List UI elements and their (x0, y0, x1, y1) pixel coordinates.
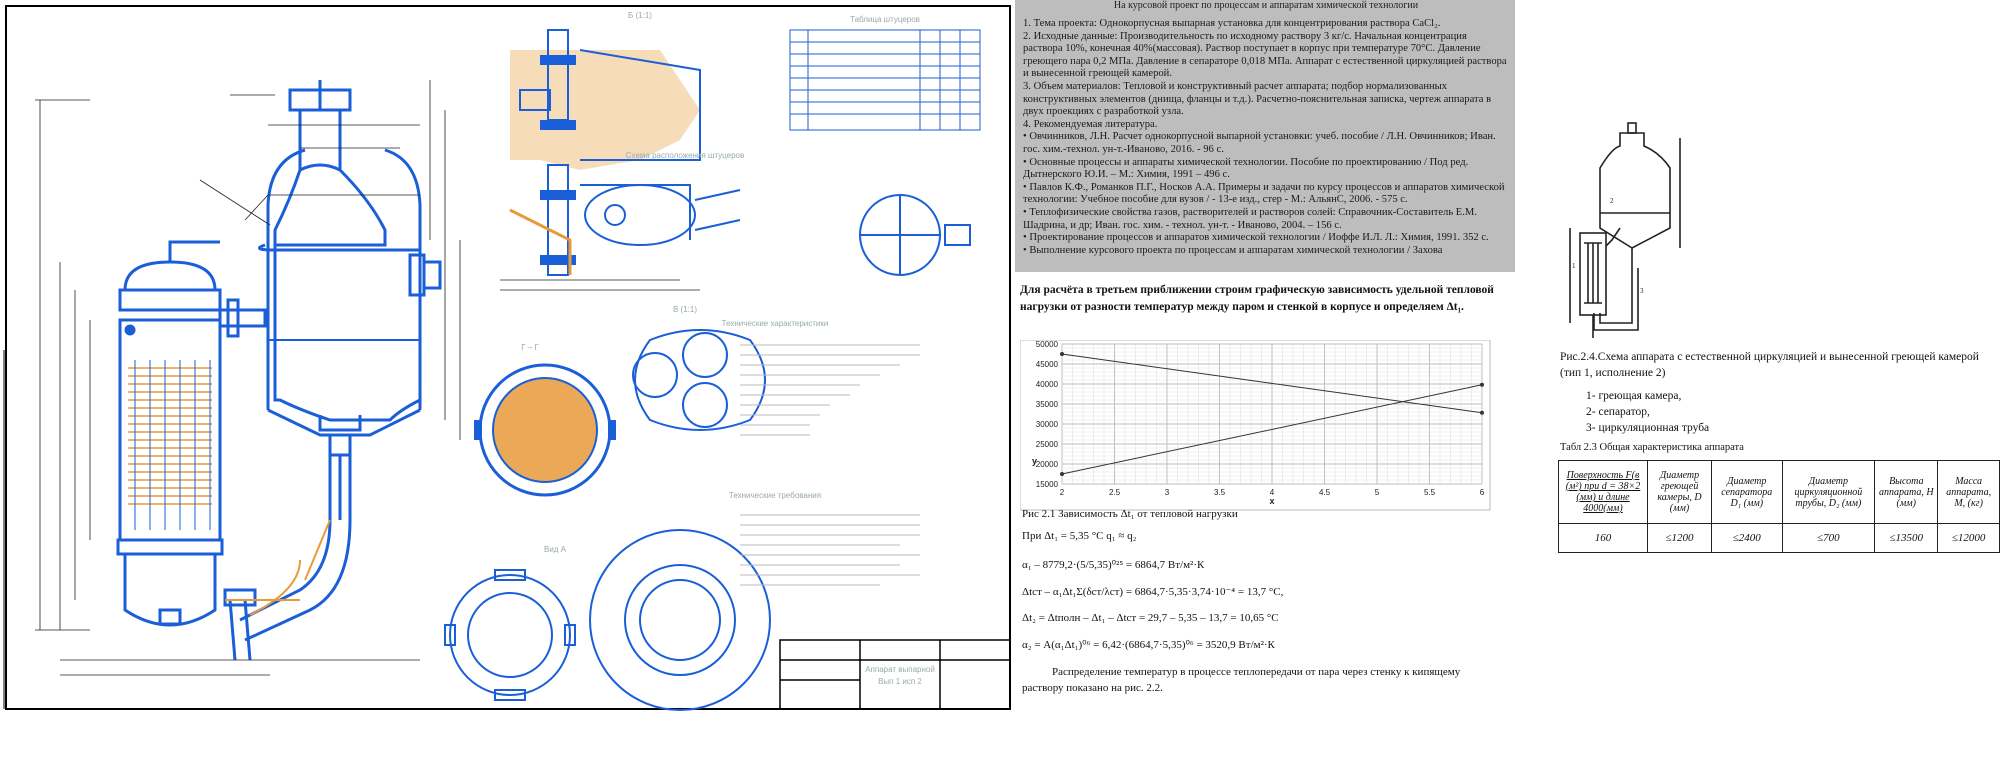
view-b-label: Б (1:1) (628, 11, 652, 20)
chart-x-tick-label: 2 (1059, 488, 1065, 497)
heating-chamber (118, 242, 222, 625)
doc-paragraph: • Овчинников, Л.Н. Расчет однокорпусной выпарной установки: учеб. пособие / Л.Н. Овчинников; Иван. гос. хим.-технол. ун-т.-Иваново, 2016. - 96 с. (1023, 131, 1496, 155)
nozzle-table-title: Таблица штуцеров (850, 15, 920, 24)
formula-line: При Δt₁ = 5,35 °С q₁ ≈ q₂ (1022, 530, 1137, 542)
table-cell: ≤13500 (1875, 524, 1938, 553)
chart-y-tick-label: 25000 (1035, 440, 1058, 449)
separator-vessel (259, 80, 420, 430)
sheet-frame (6, 6, 1010, 709)
svg-text:2: 2 (1610, 197, 1614, 205)
chart-y-tick-label: 20000 (1035, 460, 1058, 469)
title-block (780, 640, 1010, 709)
table-cell: 160 (1559, 524, 1648, 553)
chart-x-tick-label: 4 (1269, 488, 1275, 497)
svg-text:3: 3 (1640, 287, 1644, 295)
section-g (474, 365, 616, 495)
doc-paragraph: 4. Рекомендуемая литература. (1023, 118, 1158, 130)
doc-paragraph: • Основные процессы и аппараты химической технологии. Пособие по проектированию / Под ред. Дытнерского Ю.И. – М.: Химия, 1991 – 496 с. (1023, 156, 1469, 181)
chart-y-tick-label: 50000 (1035, 340, 1058, 349)
view-g-label: Г – Г (521, 343, 539, 352)
nozzle-layout-label: Схема расположения штуцеров (625, 151, 745, 160)
legend-item: 3- циркуляционная труба (1586, 422, 1710, 434)
apparatus-spec-table (1558, 460, 2000, 553)
assignment-document (1015, 0, 1515, 272)
nozzle-layout (585, 185, 970, 275)
schematic-svg (1560, 118, 1700, 350)
formula-line: Δtст – α₁Δt₁Σ(δст/λст) = 6864,7·5,35·3,74·10⁻⁴ = 13,7 °С, (1022, 586, 1284, 598)
chart-data-point (1060, 472, 1064, 476)
chart-y-tick-label: 35000 (1035, 400, 1058, 409)
detail-b (500, 30, 700, 290)
chart-y-axis-label: y (1032, 456, 1038, 466)
doc-paragraph: 3. Объем материалов: Тепловой и конструктивный расчет аппарата; подбор нормализованных конструктивных элементов (днища, фланцы и т.д.). Расчетно-пояснительная записка, чертеж аппарата в двух проекциях с разработкой узла. (1023, 80, 1492, 118)
doc-paragraph: • Выполнение курсового проекта по процессам и аппаратам химической технологии / Захова (1023, 244, 1443, 256)
doc-paragraph: 1. Тема проекта: Однокорпусная выпарная установка для концентрирования раствора CaCl₂. (1023, 18, 1441, 29)
chart-x-tick-label: 5.5 (1423, 488, 1436, 497)
tech-req2-title: Технические требования (728, 491, 822, 500)
chart-svg (1020, 340, 1510, 760)
doc-paragraph: • Теплофизические свойства газов, растворителей и растворов солей: Справочник-Составитель Е.М. Шадрина, и др; Иван. гос. хим. - технол. ун-т. - Иваново, 2004. – 156 с. (1023, 206, 1477, 231)
table-row (1559, 524, 2000, 553)
table-header-cell: Высота аппарата, H (мм) (1875, 461, 1938, 524)
table-cell: ≤2400 (1712, 524, 1783, 553)
circulation-pipe (225, 455, 350, 660)
chart-data-point (1480, 411, 1484, 415)
figure-caption: Рис.2.4.Схема аппарата с естественной циркуляцией и вынесенной греющей камерой (тип 1, исполнение 2) (1560, 351, 1979, 379)
chart-data-point (1060, 352, 1064, 356)
legend-item: 2- сепаратор, (1586, 406, 1650, 418)
chart-y-tick-label: 15000 (1035, 480, 1058, 489)
chart-x-tick-label: 6 (1479, 488, 1485, 497)
stamp-title: Аппарат выпарной (865, 665, 935, 674)
intro-text: Для расчёта в третьем приближении строим графическую зависимость удельной тепловой нагрузки от разности температур между паром и стенкой в корпусе и определяем Δt₁. (1020, 284, 1494, 313)
chart-container (1020, 340, 1510, 760)
tech-req-title: Технические характеристики (721, 319, 829, 328)
nozzle-table (790, 30, 980, 130)
svg-text:1: 1 (1572, 262, 1576, 270)
doc-paragraph: • Павлов К.Ф., Романков П.Г., Носков А.А. Примеры и задачи по курсу процессов и аппаратов химической технологии: Учебное пособие для вузов / - 13-е изд., стер - М.: АльянС, 2006. - 575 с. (1023, 181, 1505, 206)
formula-line: α₁ – 8779,2·(5/5,35)⁰²⁵ = 6864,7 Вт/м²·К (1022, 559, 1205, 571)
table-header-row (1559, 461, 2000, 524)
doc-paragraph: 2. Исходные данные: Производительность по исходному раствору 3 кг/с. Начальная концентрация раствора 10%, конечная 40%(массовая). Раствор поступает в корпус при температуре 70°С. Давление греющего пара 0,2 МПа. Давление в сепараторе 0,018 МПа. Аппарат с естественной циркуляцией раствора и вынесенной греющей камерой. (1023, 30, 1507, 80)
tube-bundle (128, 368, 212, 504)
closing-text: Распределение температур в процессе теплопередачи от пара через стенку к кипящему раствору показано на рис. 2.2. (1022, 666, 1461, 694)
chart-y-tick-label: 40000 (1035, 380, 1058, 389)
chart-x-axis-label: x (1269, 496, 1275, 506)
doc-body (1023, 18, 1509, 257)
view-v-label: В (1:1) (672, 305, 698, 314)
chart-y-tick-label: 45000 (1035, 360, 1058, 369)
chart-x-tick-label: 2.5 (1108, 488, 1121, 497)
chart-x-tick-label: 3.5 (1213, 488, 1226, 497)
engineering-drawing (0, 0, 1015, 715)
chart-frame (1020, 340, 1490, 510)
table-cell: ≤12000 (1938, 524, 2000, 553)
formula-line: α₂ = A(α₁Δt₁)⁰⁶ = 6,42·(6864,7·5,35)⁰⁶ = 3520,9 Вт/м²·К (1022, 639, 1275, 651)
apparatus-schematic (1560, 118, 1700, 350)
table-cell: ≤700 (1782, 524, 1875, 553)
table-cell: ≤1200 (1648, 524, 1712, 553)
view-a (445, 530, 770, 710)
table-header-cell: Масса аппарата, M, (кг) (1938, 461, 2000, 524)
chart-x-tick-label: 3 (1164, 488, 1170, 497)
stamp-sub: Вып 1 исп 2 (878, 677, 922, 686)
chart-x-tick-label: 4.5 (1318, 488, 1331, 497)
chart-caption: Рис 2.1 Зависимость Δt₁ от тепловой нагрузки (1022, 508, 1238, 520)
drawing-svg (0, 0, 1015, 715)
formula-line: Δt₂ = Δtполн – Δt₁ – Δtст = 29,7 – 5,35 – 13,7 = 10,65 °С (1022, 612, 1279, 624)
doc-heading: На курсовой проект по процессам и аппаратам химической технологии (1113, 0, 1419, 11)
table-header-cell: Диаметр греющей камеры, D (мм) (1648, 461, 1712, 524)
table-header-cell: Поверхность F(в (м²) при d = 38×2 (мм) и длине 4000(мм) (1559, 461, 1648, 524)
table-header-cell: Диаметр сепаратора D₁ (мм) (1712, 461, 1783, 524)
legend-item: 1- греющая камера, (1586, 390, 1682, 402)
table-title: Табл 2.3 Общая характеристика аппарата (1560, 442, 1744, 453)
table-header-cell: Диаметр циркуляционной трубы, D₂ (мм) (1782, 461, 1875, 524)
view-a-label: Вид А (543, 545, 567, 554)
chart-y-tick-label: 30000 (1035, 420, 1058, 429)
doc-paragraph: • Проектирование процессов и аппаратов химической технологии / Иоффе И.Л. Л.: Химия, 1991. 352 с. (1023, 232, 1489, 244)
chart-x-tick-label: 5 (1374, 488, 1380, 497)
chart-data-point (1480, 383, 1484, 387)
